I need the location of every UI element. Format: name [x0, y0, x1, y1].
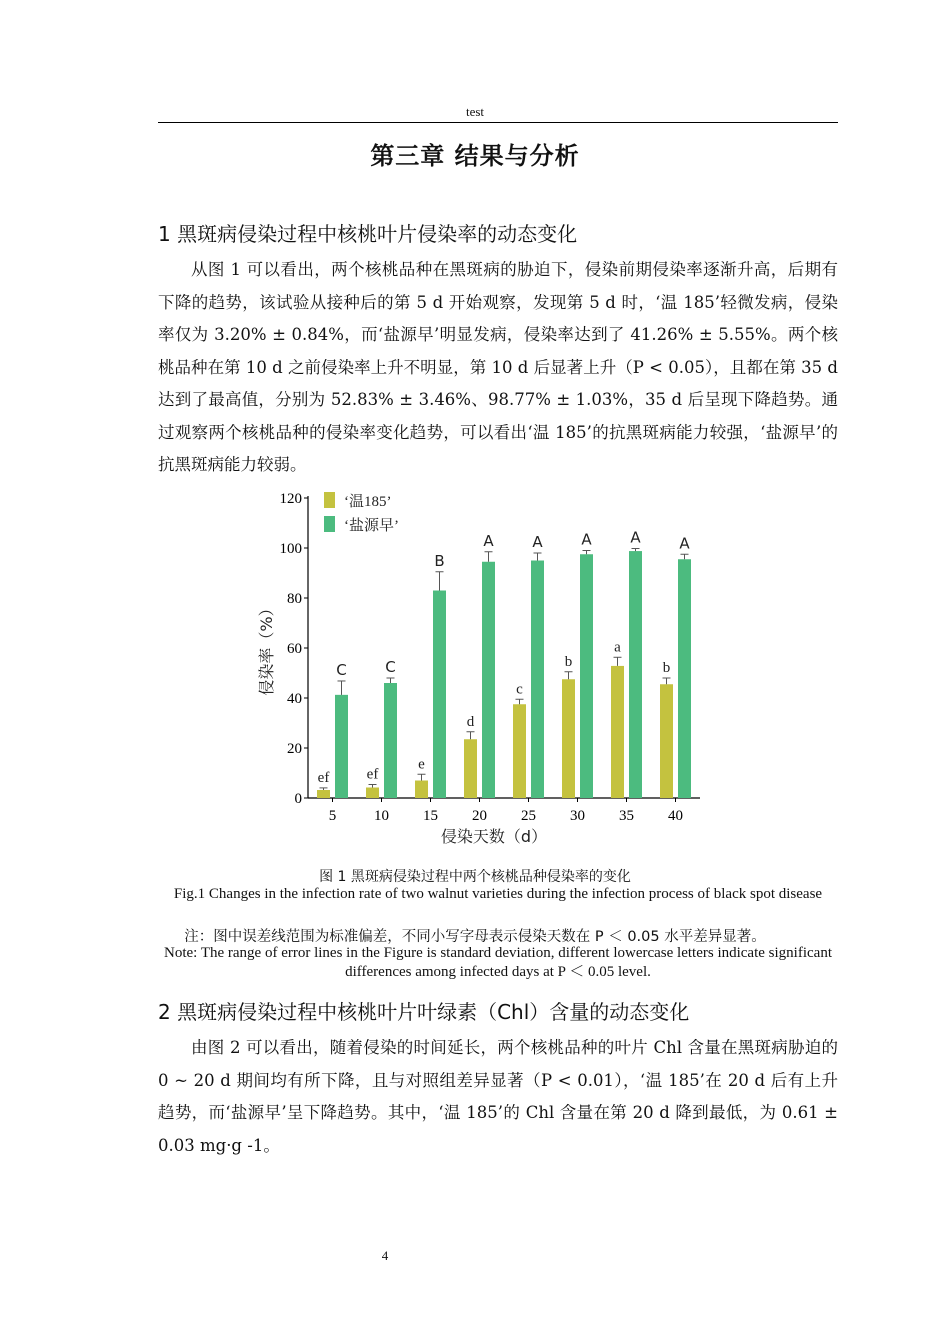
y-tick-label: 20	[287, 741, 302, 757]
figure-1	[250, 480, 710, 860]
bar	[317, 790, 330, 798]
bar	[415, 781, 428, 799]
y-tick-label: 120	[279, 491, 302, 507]
section-1-paragraph: 从图 1 可以看出，两个核桃品种在黑斑病的胁迫下，侵染前期侵染率逐渐升高，后期有下降的趋势，该试验从接种后的第 5 d 开始观察，发现第 5 d 时，‘温 185’轻微发病，侵染率仅为 3.20% ± 0.84%，而‘盐源早’明显发病，侵染率达到了 41.26% ± 5.55%。两个核桃品种在第 10 d 之前侵染率上升不明显，第 10 d 后显著上升（P < 0.05），且都在第 35 d 达到了最高值，分别为 52.83% ± 3.46%、98.77% ± 1.03%，35 d 后呈现下降趋势。通过观察两个核桃品种的侵染率变化趋势，可以看出‘温 185’的抗黑斑病能力较强，‘盐源早’的抗黑斑病能力较弱。	[158, 260, 838, 474]
x-tick-label: 20	[472, 808, 487, 824]
bar	[513, 704, 526, 798]
y-tick-label: 0	[294, 791, 302, 807]
running-header: test	[465, 104, 485, 119]
x-tick-label: 40	[668, 808, 683, 824]
page-number: 4	[381, 1248, 389, 1263]
significance-letter: b	[662, 660, 671, 676]
x-tick-label: 25	[521, 808, 536, 824]
y-tick-label: 100	[279, 541, 302, 557]
legend-swatch	[324, 516, 335, 532]
bar	[629, 551, 642, 798]
y-axis-label: 侵染率（%）	[257, 600, 276, 696]
section-2-heading: 2 黑斑病侵染过程中核桃叶片叶绿素（Chl）含量的动态变化	[158, 1000, 690, 1024]
infection-rate-chart	[250, 480, 710, 860]
figure-1-note-zh: 注：图中误差线范围为标准偏差，不同小写字母表示侵染天数在 P ＜ 0.05 水平差异显著。	[184, 929, 766, 945]
legend-swatch	[324, 492, 335, 508]
significance-letter: e	[418, 756, 425, 773]
header-rule	[158, 122, 838, 123]
bar	[335, 695, 348, 798]
bar	[366, 788, 379, 799]
significance-letter: a	[614, 639, 621, 656]
chapter-title: 第三章 结果与分析	[370, 142, 580, 170]
y-tick-label: 80	[287, 591, 302, 607]
y-tick-label: 60	[287, 641, 302, 657]
significance-letter: A	[630, 528, 641, 547]
figure-1-caption-zh: 图 1 黑斑病侵染过程中两个核桃品种侵染率的变化	[319, 869, 631, 885]
y-tick-label: 40	[287, 691, 302, 707]
section-1-heading: 1 黑斑病侵染过程中核桃叶片侵染率的动态变化	[158, 222, 578, 246]
x-tick-label: 35	[619, 808, 634, 824]
x-axis-label: 侵染天数（d）	[440, 827, 548, 846]
bar	[660, 684, 673, 798]
significance-letter: ef	[366, 766, 379, 783]
bar	[531, 561, 544, 799]
x-tick-label: 5	[328, 808, 337, 824]
significance-letter: B	[434, 551, 445, 570]
bar	[464, 739, 477, 798]
significance-letter: c	[516, 681, 523, 698]
bar	[580, 554, 593, 798]
bar	[433, 591, 446, 799]
significance-letter: d	[466, 713, 475, 730]
figure-1-caption-en: Fig.1 Changes in the infection rate of two walnut varieties during the infection process of black spot disease	[173, 886, 823, 902]
bar	[678, 559, 691, 798]
bar	[611, 666, 624, 798]
bar	[562, 679, 575, 798]
significance-letter: A	[581, 530, 592, 549]
significance-letter: C	[385, 658, 396, 676]
x-tick-label: 30	[570, 808, 585, 824]
section-2-paragraph: 由图 2 可以看出，随着侵染的时间延长，两个核桃品种的叶片 Chl 含量在黑斑病胁迫的 0 ~ 20 d 期间均有所下降，且与对照组差异显著（P < 0.01），‘温 185’在 20 d 后有上升趋势，而‘盐源早’呈下降趋势。其中，‘温 185’的 Chl 含量在第 20 d 降到最低，为 0.61 ± 0.03 mg·g -1。	[158, 1038, 838, 1155]
bar	[384, 683, 397, 798]
significance-letter: b	[564, 653, 573, 670]
x-tick-label: 10	[374, 808, 389, 824]
figure-1-note-en: Note: The range of error lines in the Figure is standard deviation, different lowercase letters indicate significant differences among infected days at P ＜ 0.05 level.	[164, 945, 832, 980]
legend-label: ‘盐源早’	[344, 518, 399, 534]
significance-letter: A	[483, 531, 494, 550]
bar	[482, 562, 495, 798]
legend-label: ‘温185’	[344, 494, 392, 510]
x-tick-label: 15	[423, 808, 438, 824]
significance-letter: C	[336, 660, 347, 679]
significance-letter: A	[679, 534, 690, 553]
significance-letter: A	[532, 533, 543, 551]
significance-letter: ef	[317, 769, 330, 786]
